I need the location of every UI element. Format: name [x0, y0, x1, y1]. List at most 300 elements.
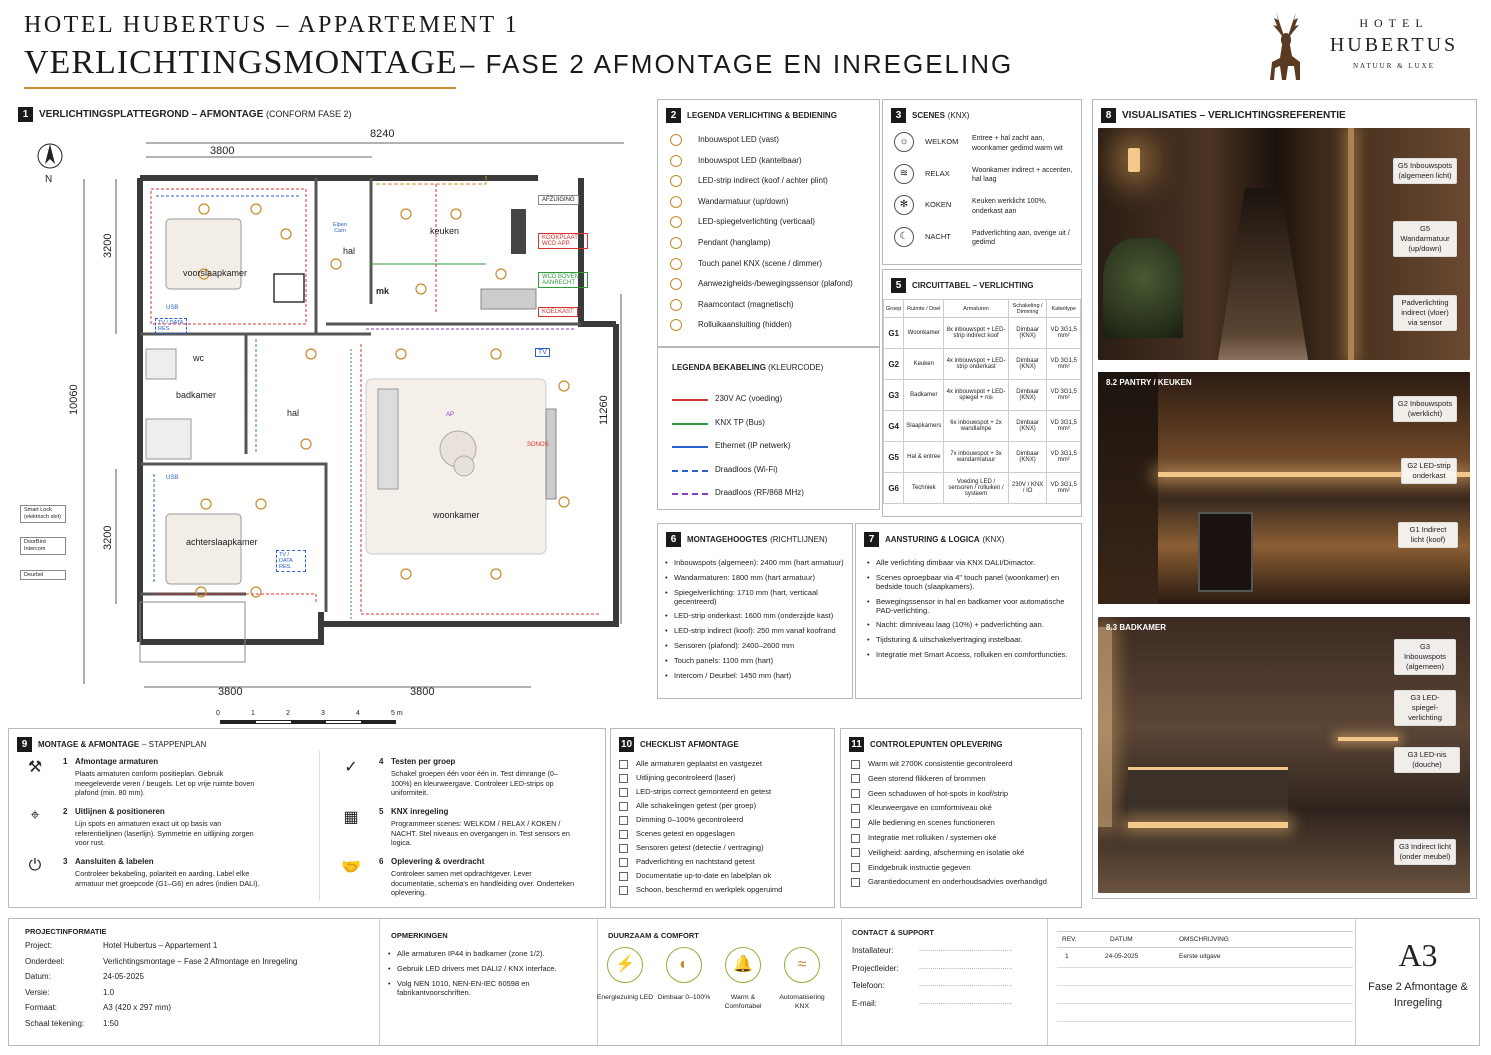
room-voorslaapkamer: voorslaapkamer — [183, 268, 248, 278]
floorplan-subtitle: (CONFORM FASE 2) — [266, 109, 352, 120]
circuit-table-cell: VD 3G1,5 mm² — [1047, 442, 1081, 473]
rev-line-5 — [1057, 1021, 1353, 1022]
remarks-title: OPMERKINGEN — [391, 931, 448, 940]
rev-line-2 — [1057, 967, 1353, 968]
control-item[interactable] — [851, 863, 971, 873]
circuit-table — [883, 299, 1081, 504]
project-info-key: Onderdeel: — [25, 956, 65, 966]
circuit-table-cell: Dimbaar (KNX) — [1008, 380, 1047, 411]
tag-tv: TV — [535, 348, 550, 357]
logic-panel — [855, 523, 1082, 699]
north-label: N — [45, 174, 53, 185]
logic-sub: (KNX) — [982, 535, 1005, 545]
vanity-underlight — [1128, 822, 1288, 828]
scene-icon: ☼ — [894, 132, 914, 152]
circuit-table-row — [884, 411, 1081, 442]
heights-title-text: MONTAGEHOOGTES — [687, 535, 768, 545]
logic-item: • Bewegingssensor in hal en badkamer voor automatische PAD-verlichting. — [866, 597, 1076, 615]
tag-koelkast: KOELKAST — [538, 307, 578, 317]
control-item-label: Alle bediening en scenes functioneren — [868, 818, 995, 828]
control-item-label: Kleurweergave en comfortniveau oké — [868, 803, 992, 813]
control-item[interactable] — [851, 848, 1024, 858]
header-title-sub: – FASE 2 AFMONTAGE EN INREGELING — [459, 49, 1014, 79]
circuit-table-cell: G6 — [884, 473, 904, 504]
shower-niche-light — [1338, 737, 1398, 741]
checkbox[interactable] — [619, 886, 628, 895]
floorplan-title-text: VERLICHTINGSPLATTEGROND – AFMONTAGE — [39, 109, 264, 121]
comfort-icon: 🔔 — [725, 947, 761, 983]
circuit-table-row — [884, 380, 1081, 411]
circuit-table-cell: Dimbaar (KNX) — [1008, 442, 1047, 473]
circuit-table-cell: 6x inbouwspot + 2x wandlampe — [944, 411, 1008, 442]
comfort-label: Automatisering KNX — [779, 994, 825, 1010]
project-info-value: A3 (420 x 297 mm) — [103, 1003, 172, 1012]
rev-line-4 — [1057, 1003, 1353, 1004]
circuit-table-cell: Badkamer — [904, 380, 944, 411]
control-item[interactable] — [851, 789, 1008, 799]
circuit-table-header — [884, 300, 1081, 318]
checkbox[interactable] — [619, 830, 628, 839]
step-body: Lijn spots en armaturen exact uit op basis van referentielijnen (laserlijn). Symmetrie en uitlijning zorgen voor rust. — [75, 819, 254, 848]
scene-name: NACHT — [925, 231, 951, 241]
step-body: Plaats armaturen conform positieplan. Gebruik meegeleverde veren / beugels. Let op vrije ruimte boven plafond (min. 80 mm). — [75, 769, 255, 798]
cable-label: Draadloos (RF/868 MHz) — [715, 488, 804, 497]
kitchen-shelf — [1098, 372, 1158, 604]
scene-name: WELKOM — [925, 137, 959, 146]
contact-title: CONTACT & SUPPORT — [852, 928, 934, 937]
legend-item-label: Inbouwspot LED (vast) — [698, 135, 779, 144]
checklist-item[interactable] — [619, 857, 755, 867]
checklist-item-label: Scenes getest en opgeslagen — [636, 829, 735, 838]
legend-symbol-icon — [670, 258, 682, 270]
circuit-table-row — [884, 349, 1081, 380]
checkbox[interactable] — [851, 789, 860, 798]
circuit-table-cell: Hal & entree — [904, 442, 944, 473]
checklist-item[interactable] — [619, 885, 782, 895]
visuals-title-text: VISUALISATIES – VERLICHTINGSREFERENTIE — [1122, 110, 1346, 122]
circuit-table-cell: Dimbaar (KNX) — [1008, 318, 1047, 349]
contact-dots: ................................................ — [919, 981, 1013, 988]
project-info-value: 1.0 — [103, 987, 115, 997]
control-item[interactable] — [851, 833, 996, 843]
checklist-item-label: Schoon, beschermd en werkplek opgeruimd — [636, 885, 783, 894]
callout-g3-indirect: G3 Indirect licht (onder meubel) — [1394, 839, 1456, 865]
step-number: 5 — [379, 807, 384, 816]
circuit-table-cell: VD 3G1,5 mm² — [1047, 318, 1081, 349]
cable-line-swatch — [672, 470, 708, 472]
scenes-sub: (KNX) — [947, 111, 970, 121]
legend-symbol-icon — [670, 134, 682, 146]
remark-item: • Gebruik LED drivers met DALI2 / KNX interface. — [387, 964, 587, 973]
checkbox[interactable] — [619, 872, 628, 881]
heights-item: • Inbouwspots (algemeen): 2400 mm (hart armatuur) — [664, 558, 850, 567]
circuit-table-header-cell: Schakeling / Dimming — [1008, 300, 1047, 318]
legend-symbol-icon — [670, 299, 682, 311]
scenes-panel — [882, 99, 1082, 265]
logic-list — [866, 558, 1076, 665]
comfort-icon: ◐ — [666, 947, 702, 983]
circuit-table-cell: 4x inbouwspot + LED-spiegel + nis — [944, 380, 1008, 411]
wall-lamp-glow — [1128, 148, 1140, 172]
logic-item: • Scenes oproepbaar via 4" touch panel (woonkamer) en bedside touch (slaapkamers). — [866, 573, 1076, 591]
remark-item: • Alle armaturen IP44 in badkamer (zone 1/2). — [387, 949, 587, 958]
control-panel — [840, 728, 1082, 908]
remarks-list — [387, 949, 587, 1002]
tag-tv-data-2: TV / DATA RES. — [276, 550, 306, 572]
heights-panel — [657, 523, 853, 699]
logic-item: • Alle verlichting dimbaar via KNX DALI/Dimactor. — [866, 558, 1076, 567]
legend-symbol-icon — [670, 175, 682, 187]
legend-symbol-icon — [670, 216, 682, 228]
legend-panel — [657, 99, 880, 347]
step-title: Testen per groep — [391, 757, 456, 766]
callout-g3-ledniss: G3 LED-nis (douche) — [1394, 747, 1460, 773]
circuit-table-cell: 8x inbouwspot + LED-strip indirect koof — [944, 318, 1008, 349]
checkbox[interactable] — [851, 819, 860, 828]
circuit-table-body — [884, 318, 1081, 504]
room-achterslaapkamer: achterslaapkamer — [186, 537, 258, 547]
callout-g3-spiegel: G3 LED-spiegel-verlichting — [1394, 690, 1456, 726]
scale-bar — [220, 720, 396, 724]
tag-usb-1: USB — [166, 305, 179, 311]
step-icon: ✓ — [344, 759, 358, 776]
heights-title — [666, 532, 827, 547]
control-title-text: CONTROLEPUNTEN OPLEVERING — [870, 740, 1003, 750]
rev-row-omschrijving: Eerste uitgave — [1179, 953, 1221, 960]
section-number: 7 — [864, 532, 879, 547]
circuit-table-header-cell: Kabeltype — [1047, 300, 1081, 318]
cable-legend-sub: (KLEURCODE) — [768, 363, 824, 372]
tag-tv-data-1: TV / DATA RES. — [155, 318, 187, 334]
scene-desc: Keuken werklicht 100%, onderkast aan — [972, 198, 1047, 215]
checklist-item[interactable] — [619, 801, 756, 811]
heights-item: • LED-strip onderkast: 1600 mm (onderzijde kast) — [664, 611, 850, 620]
circuit-table-cell: Dimbaar (KNX) — [1008, 349, 1047, 380]
room-wc: wc — [193, 353, 204, 363]
step-title: KNX inregeling — [391, 807, 449, 816]
dim-right-total: 11260 — [598, 395, 610, 425]
comfort-icon: ≈ — [784, 947, 820, 983]
control-item-label: Integratie met rolluiken / systemen oké — [868, 833, 997, 842]
steps-sub: – STAPPENPLAN — [141, 740, 207, 750]
scene-icon: ☾ — [894, 227, 914, 247]
project-info-key: Schaal tekening: — [25, 1018, 85, 1028]
step-number: 4 — [379, 757, 384, 766]
project-info-key: Datum: — [25, 972, 51, 981]
control-item[interactable] — [851, 803, 992, 813]
control-item-label: Eindgebruik instructie gegeven — [868, 862, 971, 872]
logic-item: • Tijdsturing & uitschakelvertraging instelbaar. — [866, 635, 1076, 644]
checklist-item-label: Alle schakelingen getest (per groep) — [636, 801, 757, 810]
heights-item: • Touch panels: 1100 mm (hart) — [664, 656, 850, 665]
scene-desc: Woonkamer indirect + accenten, hal laag — [972, 166, 1073, 183]
checkbox[interactable] — [851, 878, 860, 887]
steps-title — [17, 737, 206, 752]
rev-row-rev: 1 — [1065, 953, 1069, 960]
dim-bottom-left: 3800 — [218, 686, 243, 698]
circuit-table-cell: VD 3G1,5 mm² — [1047, 380, 1081, 411]
header-underline — [24, 87, 456, 89]
control-item[interactable] — [851, 877, 1047, 887]
cable-line-swatch — [672, 399, 708, 401]
room-hal-1: hal — [343, 246, 356, 256]
scale-label: 2 — [286, 710, 290, 717]
cable-label: KNX TP (Bus) — [715, 417, 765, 427]
circuit-table-cell: Dimbaar (KNX) — [1008, 411, 1047, 442]
legend-item-label: Wandarmatuur (up/down) — [698, 196, 789, 206]
callout-g2-ledstrip: G2 LED-strip onderkast — [1401, 458, 1457, 484]
tag-sonos: SONOS — [527, 442, 549, 448]
section-number: 5 — [891, 278, 906, 293]
checkbox[interactable] — [851, 834, 860, 843]
room-hal-2: hal — [287, 408, 300, 418]
contact-dots: ................................................ — [919, 946, 1013, 953]
heights-item: • Wandarmaturen: 1800 mm (hart armatuur) — [664, 573, 850, 582]
callout-g5-wandarmatuur: G5 Wandarmatuur (up/down) — [1393, 221, 1457, 257]
scene-name: RELAX — [925, 168, 950, 178]
tag-usb-2: USB — [166, 475, 179, 481]
step-icon: ⏻ — [28, 857, 42, 874]
heights-sub: (RICHTLIJNEN) — [770, 535, 828, 545]
step-icon: ⚒ — [27, 759, 43, 776]
checkbox[interactable] — [851, 804, 860, 813]
circuits-panel — [882, 269, 1082, 517]
scene-desc: Padverlichting aan, overige uit / gedimd — [972, 229, 1070, 246]
control-item[interactable] — [851, 818, 995, 828]
label-smart-lock: Smart Lock (elektrisch slot) — [20, 505, 66, 523]
step-icon: ▦ — [343, 809, 359, 826]
circuit-table-cell: Keuken — [904, 349, 944, 380]
checklist-item-label: Padverlichting en nachtstand getest — [636, 857, 755, 866]
project-info-key: Project: — [25, 941, 53, 950]
kitchen-label — [1106, 378, 1192, 387]
step-number: 6 — [379, 857, 384, 866]
contact-dots: ................................................ — [919, 963, 1013, 971]
checkbox[interactable] — [851, 848, 860, 857]
checkbox[interactable] — [619, 760, 628, 769]
logic-title-text: AANSTURING & LOGICA — [885, 535, 980, 545]
sheet-size: A3 — [1398, 937, 1438, 973]
section-number: 3 — [891, 108, 906, 123]
cable-label: 230V AC (voeding) — [715, 394, 783, 403]
heights-item: • LED-strip indirect (koof): 250 mm vanaf koofrand — [664, 626, 850, 635]
control-item-label: Veiligheid: aarding, afscherming en isolatie oké — [868, 847, 1025, 857]
legend-item-label: Aanwezigheids-/bewegingssensor (plafond) — [698, 279, 853, 289]
section-number: 1 — [18, 107, 33, 122]
plant — [1103, 238, 1183, 338]
circuit-table-cell: G3 — [884, 380, 904, 411]
steps-divider — [319, 751, 320, 901]
circuit-table-cell: 230V / KNX / IO — [1008, 473, 1047, 504]
checklist-item[interactable] — [619, 871, 771, 881]
circuit-table-cell: VD 3G1,5 mm² — [1047, 349, 1081, 380]
checkbox[interactable] — [619, 844, 628, 853]
logic-item: • Nacht: dimniveau laag (10%) + padverlichting aan. — [866, 620, 1076, 629]
kitchen-label-text: PANTRY / KEUKEN — [1119, 378, 1192, 387]
scenes-title-text: SCENES — [912, 111, 945, 121]
comfort-label: Warm & Comfortabel — [724, 994, 762, 1010]
scenes-title — [891, 108, 969, 123]
circuit-table-cell: G1 — [884, 318, 904, 349]
footer-divider-4 — [1047, 919, 1048, 1045]
legend-item-label: Rolluikaansluiting (hidden) — [698, 320, 792, 330]
step-body: Controleer samen met opdrachtgever. Lever documentatie, schema's en handleiding over. Onderteken oplevering. — [391, 869, 575, 898]
step-body: Controleer bekabeling, polariteit en aarding. Label elke armatuur met groepcode (G1–G6) en adres (indien DALI). — [75, 869, 260, 888]
rev-row-datum: 24-05-2025 — [1105, 953, 1139, 960]
tag-afzuiging: AFZUIGING — [538, 195, 579, 205]
cable-legend-title — [672, 363, 823, 372]
scene-icon: ✻ — [894, 195, 914, 215]
checklist-item-label: Sensoren getest (detectie / vertraging) — [636, 843, 764, 852]
logic-title — [864, 532, 1004, 547]
circuit-table-cell: G5 — [884, 442, 904, 473]
legend-symbol-icon — [670, 196, 682, 208]
footer-divider-3 — [841, 919, 842, 1045]
scene-icon: ≋ — [894, 164, 914, 184]
checklist-item[interactable] — [619, 829, 735, 839]
comfort-label: Energiezuinig LED — [596, 994, 654, 1001]
corridor-floor — [1218, 188, 1308, 360]
legend-title — [666, 108, 837, 123]
cable-legend-panel — [657, 347, 880, 510]
section-number: 2 — [666, 108, 681, 123]
control-item[interactable] — [851, 774, 986, 784]
circuit-table-cell: VD 3G1,5 mm² — [1047, 411, 1081, 442]
dim-left-upper: 3200 — [102, 233, 114, 258]
vanity — [1128, 767, 1288, 817]
rev-line-top — [1057, 931, 1353, 932]
scene-desc: Entree + hal zacht aan, woonkamer gedimd warm wit — [972, 135, 1063, 152]
checkbox[interactable] — [851, 774, 860, 783]
circuit-table-header-cell: Ruimte / Doel — [904, 300, 944, 318]
checklist-item[interactable] — [619, 815, 743, 825]
checklist-item-label: Dimming 0–100% gecontroleerd — [636, 815, 744, 824]
circuit-table-cell: Techniek — [904, 473, 944, 504]
scale-label: 0 — [216, 710, 220, 717]
cable-legend-title-text: LEGENDA BEKABELING — [672, 363, 766, 372]
logo-name: HUBERTUS — [1329, 34, 1459, 56]
project-info-value: 1:50 — [103, 1018, 119, 1028]
heights-item: • Spiegelverlichting: 1710 mm (hart, verticaal gecentreerd) — [664, 588, 850, 606]
circuit-table-row — [884, 442, 1081, 473]
control-item-label: Warm wit 2700K consistentie gecontroleerd — [868, 759, 1013, 768]
header-title-main: VERLICHTINGSMONTAGE — [24, 44, 458, 81]
logo-tagline: NATUUR & LUXE — [1353, 62, 1435, 70]
visuals-title — [1101, 108, 1346, 123]
bathroom-visual — [1098, 617, 1470, 893]
section-number: 11 — [849, 737, 864, 752]
circuit-table-cell: Slaapkamers — [904, 411, 944, 442]
callout-g1-indirect: G1 Indirect licht (koof) — [1398, 522, 1458, 548]
step-body: Programmeer scenes: WELKOM / RELAX / KOKEN / NACHT. Stel niveaus en overgangen in. Test sensors en logica. — [391, 819, 570, 848]
circuit-table-row — [884, 473, 1081, 504]
step-number: 2 — [63, 807, 68, 816]
step-icon: 🤝 — [341, 859, 361, 876]
callout-g2-inbouwspots: G2 Inbouwspots (werklicht) — [1393, 396, 1457, 422]
step-title: Afmontage armaturen — [75, 757, 159, 766]
checkbox[interactable] — [619, 774, 628, 783]
circuit-table-cell: Voeding LED / sensoren / rolluiken / systeem — [944, 473, 1008, 504]
project-info-key: Formaat: — [25, 1003, 58, 1012]
header-title-line2 — [24, 44, 1013, 82]
step-number: 3 — [63, 857, 68, 866]
checklist-title — [619, 737, 739, 752]
north-arrow-icon — [38, 144, 62, 168]
section-number: 9 — [17, 737, 32, 752]
room-keuken: keuken — [430, 226, 460, 236]
wall-light-strip — [1348, 128, 1354, 360]
circuits-title-text: CIRCUITTABEL – VERLICHTING — [912, 281, 1034, 291]
circuit-table-cell: 4x inbouwspot + LED-strip onderkast — [944, 349, 1008, 380]
project-info-key: Versie: — [25, 987, 50, 997]
checkbox[interactable] — [619, 802, 628, 811]
comfort-icon: ⚡ — [607, 947, 643, 983]
step-title: Oplevering & overdracht — [391, 857, 485, 866]
project-info-value: 24-05-2025 — [103, 972, 144, 981]
step-title: Uitlijnen & positioneren — [75, 807, 165, 816]
checkbox[interactable] — [851, 760, 860, 769]
room-mk: mk — [376, 286, 390, 296]
header-title-line1: HOTEL HUBERTUS – APPARTEMENT 1 — [24, 12, 520, 38]
checklist-item[interactable] — [619, 759, 762, 769]
comfort-label: Dimbaar 0–100% — [657, 994, 711, 1001]
contact-key: Telefoon: — [852, 981, 885, 990]
control-item[interactable] — [851, 759, 1012, 769]
checklist-item[interactable] — [619, 773, 736, 783]
checkbox[interactable] — [619, 858, 628, 867]
legend-symbol-icon — [670, 155, 682, 167]
label-doorbird: DoorBird Intercom — [20, 537, 66, 555]
logic-item: • Integratie met Smart Access, rolluiken en comfortfuncties. — [866, 650, 1076, 659]
bathroom-label — [1106, 623, 1166, 632]
checklist-item[interactable] — [619, 787, 771, 797]
checkbox[interactable] — [619, 788, 628, 797]
legend-item-label: Touch panel KNX (scene / dimmer) — [698, 258, 823, 268]
cable-label: Ethernet (IP netwerk) — [715, 441, 791, 450]
bathroom-label-num: 8.3 — [1106, 623, 1118, 632]
heights-list — [664, 558, 850, 685]
scene-name: KOKEN — [925, 200, 952, 209]
checkbox[interactable] — [619, 816, 628, 825]
rev-head-omschrijving: OMSCHRIJVING — [1179, 936, 1229, 943]
checklist-item[interactable] — [619, 843, 764, 853]
legend-title-text: LEGENDA VERLICHTING & BEDIENING — [687, 111, 837, 121]
checklist-item-label: Uitlijning gecontroleerd (laser) — [636, 773, 736, 782]
cable-line-swatch — [672, 493, 708, 495]
checkbox[interactable] — [851, 863, 860, 872]
logo-hotel: HOTEL — [1359, 16, 1429, 30]
checklist-panel — [610, 728, 835, 908]
tag-kookplaat: KOOKPLAAT WCD APP. — [538, 233, 588, 249]
control-item-label: Garantiedocument en onderhoudsadvies overhandigd — [868, 877, 1047, 887]
circuit-table-row — [884, 318, 1081, 349]
cable-label: Draadloos (Wi-Fi) — [715, 464, 778, 474]
visuals-panel — [1092, 99, 1477, 899]
scale-label: 5 m — [391, 710, 403, 717]
footer-panel — [8, 918, 1480, 1046]
room-badkamer: badkamer — [176, 390, 217, 400]
circuit-table-header-cell: Groep — [884, 300, 904, 318]
legend-symbol-icon — [670, 278, 682, 290]
circuit-table-header-cell: Armaturen — [944, 300, 1008, 318]
section-number: 10 — [620, 739, 633, 750]
circuit-table-cell: G4 — [884, 411, 904, 442]
circuits-title — [891, 278, 1033, 293]
step-body: Schakel groepen één voor één in. Test dimrange (0–100%) en kleurweergave. Controleer LED-strips op uniformiteit. — [391, 769, 558, 798]
project-info-value: Verlichtingsmontage – Fase 2 Afmontage en Inregeling — [103, 956, 298, 966]
legend-symbol-icon — [670, 319, 682, 331]
kitchen-label-num: 8.2 — [1106, 378, 1118, 387]
